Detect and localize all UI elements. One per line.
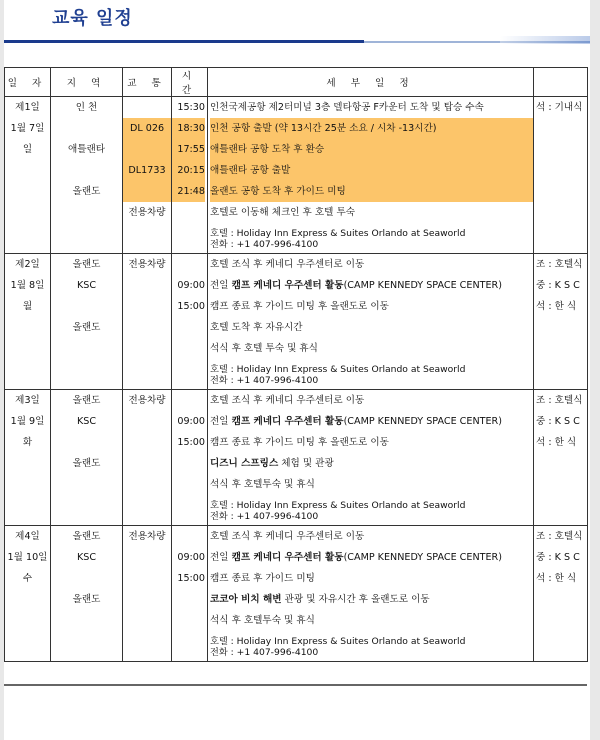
meal-cell: [534, 526, 588, 662]
time-label: 09:00: [177, 552, 205, 563]
header-day: 일 자: [5, 68, 51, 97]
header-meal: [534, 68, 588, 97]
header-row: [5, 68, 588, 97]
hotel-info: [210, 223, 533, 253]
hotel-name: 호텔 : Holiday Inn Express & Suites Orlando at Seaworld: [210, 228, 466, 239]
detail-text: 애틀랜타 공항 도착 후 환승: [210, 139, 533, 160]
detail-text: 호텔 조식 후 케네디 우주센터로 이동: [210, 259, 365, 270]
time-label: 15:00: [177, 573, 205, 584]
transport-label: [123, 97, 171, 118]
time-label: 15:00: [177, 437, 205, 448]
meal-label: 중 : K S C: [536, 280, 580, 291]
region-label: 올랜도: [72, 458, 101, 469]
time-label: 09:00: [177, 416, 205, 427]
detail-text: 디즈니 스프링스 체험 및 관광: [210, 458, 334, 469]
hotel-phone: 전화 : +1 407-996-4100: [210, 239, 319, 250]
day-date: 1월 10일: [7, 552, 48, 563]
meal-cell: [534, 390, 588, 526]
transport-label: 전용차량: [128, 207, 166, 218]
time-cell: [172, 97, 208, 254]
day-weekday: 일: [22, 144, 33, 155]
region-label: [51, 474, 122, 495]
day-number: 제4일: [15, 531, 40, 542]
transport-label: DL1733: [123, 160, 171, 181]
meal-label: 중 : K S C: [536, 552, 580, 563]
region-label: [51, 202, 122, 223]
hotel-info: [210, 359, 533, 389]
table-row: [5, 390, 588, 526]
region-label: 올랜도: [72, 322, 101, 333]
time-label: [172, 589, 205, 610]
region-label: [51, 160, 122, 181]
region-label: [51, 610, 122, 631]
time-label: [172, 202, 205, 223]
region-label: KSC: [76, 280, 97, 291]
time-label: [172, 453, 205, 474]
time-label: [172, 390, 205, 411]
region-label: 올랜도: [72, 395, 101, 406]
detail-cell: [208, 254, 534, 390]
header-transport: 교 통: [123, 68, 172, 97]
day-weekday: 수: [22, 573, 33, 584]
region-cell: [51, 390, 123, 526]
region-label: KSC: [76, 416, 97, 427]
day-number: 제1일: [15, 102, 40, 113]
region-label: 올랜도: [72, 259, 101, 270]
table-row: [5, 254, 588, 390]
meal-cell: [534, 97, 588, 254]
time-label: 18:30: [172, 118, 205, 139]
right-margin: [590, 0, 600, 740]
detail-text: 캠프 종료 후 가이드 미팅 후 올랜도로 이동: [210, 301, 389, 312]
time-cell: [172, 390, 208, 526]
day-weekday: 화: [22, 437, 33, 448]
detail-text: 호텔 조식 후 케네디 우주센터로 이동: [210, 395, 365, 406]
title-underline-accent: [500, 36, 590, 44]
detail-text: 전일 캠프 케네디 우주센터 활동(CAMP KENNEDY SPACE CENTER): [210, 416, 502, 427]
meal-label: 석 : 한 식: [536, 301, 577, 312]
meal-label: 석 : 기내식: [536, 102, 583, 113]
transport-label: DL 026: [123, 118, 171, 139]
transport-label: 전용차량: [128, 395, 166, 406]
meal-label: 석 : 한 식: [536, 437, 577, 448]
time-label: [172, 610, 205, 631]
detail-text: 호텔 도착 후 자유시간: [210, 322, 303, 333]
hotel-info: [210, 631, 533, 661]
transport-cell: [123, 254, 172, 390]
meal-label: 조 : 호텔식: [536, 259, 583, 270]
day-date: 1월 7일: [10, 123, 45, 134]
transport-label: [123, 139, 171, 160]
time-label: 21:48: [172, 181, 205, 202]
transport-label: 전용차량: [128, 531, 166, 542]
day-cell: [5, 390, 51, 526]
time-label: [172, 254, 205, 275]
time-label: [172, 317, 205, 338]
hotel-name: 호텔 : Holiday Inn Express & Suites Orlando at Seaworld: [210, 364, 466, 375]
detail-text: 인천국제공항 제2터미널 3층 델타항공 F카운터 도착 및 탑승 수속: [210, 102, 484, 113]
table-row: [5, 97, 588, 254]
hotel-phone: 전화 : +1 407-996-4100: [210, 375, 319, 386]
header-region: 지 역: [51, 68, 123, 97]
schedule-table: [4, 67, 588, 662]
region-label: [51, 568, 122, 589]
detail-text: 코코아 비치 해변 관광 및 자유시간 후 올랜도로 이동: [210, 594, 430, 605]
detail-text: 석식 후 호텔투숙 및 휴식: [210, 615, 315, 626]
region-cell: [51, 254, 123, 390]
time-label: [172, 338, 205, 359]
page-title: 교육 일정: [52, 8, 133, 29]
day-weekday: 월: [22, 301, 33, 312]
detail-text: 전일 캠프 케네디 우주센터 활동(CAMP KENNEDY SPACE CENTER): [210, 552, 502, 563]
detail-text: 올랜도 공항 도착 후 가이드 미팅: [210, 181, 533, 202]
meal-cell: [534, 254, 588, 390]
time-label: [172, 526, 205, 547]
day-cell: [5, 97, 51, 254]
detail-text: 호텔로 이동해 체크인 후 호텔 투숙: [210, 207, 355, 218]
time-label: 15:30: [177, 102, 205, 113]
transport-cell: [123, 97, 172, 254]
region-cell: [51, 97, 123, 254]
hotel-name: 호텔 : Holiday Inn Express & Suites Orlando at Seaworld: [210, 636, 466, 647]
detail-cell: [208, 97, 534, 254]
detail-cell: [208, 526, 534, 662]
region-label: 애틀랜타: [67, 144, 106, 155]
title-underline: [4, 40, 364, 43]
time-cell: [172, 254, 208, 390]
detail-text: 인천 공항 출발 (약 13시간 25분 소요 / 시차 -13시간): [210, 118, 533, 139]
hotel-phone: 전화 : +1 407-996-4100: [210, 511, 319, 522]
meal-label: 조 : 호텔식: [536, 395, 583, 406]
detail-cell: [208, 390, 534, 526]
region-label: 올랜도: [72, 186, 101, 197]
time-cell: [172, 526, 208, 662]
region-label: [51, 432, 122, 453]
detail-text: 캠프 종료 후 가이드 미팅 후 올랜도로 이동: [210, 437, 389, 448]
region-label: [51, 296, 122, 317]
day-date: 1월 9일: [10, 416, 45, 427]
day-number: 제3일: [15, 395, 40, 406]
time-label: 09:00: [177, 280, 205, 291]
meal-label: 조 : 호텔식: [536, 531, 583, 542]
region-label: 인 천: [75, 102, 98, 113]
transport-cell: [123, 526, 172, 662]
day-cell: [5, 254, 51, 390]
header-detail: 세 부 일 정: [208, 68, 534, 97]
time-label: 17:55: [172, 139, 205, 160]
detail-text: 애틀랜타 공항 출발: [210, 160, 533, 181]
day-date: 1월 8일: [10, 280, 45, 291]
transport-label: 전용차량: [128, 259, 166, 270]
region-label: 올랜도: [72, 594, 101, 605]
hotel-phone: 전화 : +1 407-996-4100: [210, 647, 319, 658]
detail-text: 석식 후 호텔투숙 및 휴식: [210, 479, 315, 490]
detail-text: 호텔 조식 후 케네디 우주센터로 이동: [210, 531, 365, 542]
bottom-border: [4, 684, 587, 686]
region-cell: [51, 526, 123, 662]
region-label: [51, 338, 122, 359]
meal-label: 석 : 한 식: [536, 573, 577, 584]
time-label: 15:00: [177, 301, 205, 312]
region-label: 올랜도: [72, 531, 101, 542]
day-number: 제2일: [15, 259, 40, 270]
time-label: [172, 474, 205, 495]
region-label: [51, 118, 122, 139]
detail-text: 전일 캠프 케네디 우주센터 활동(CAMP KENNEDY SPACE CENTER): [210, 280, 502, 291]
transport-cell: [123, 390, 172, 526]
hotel-name: 호텔 : Holiday Inn Express & Suites Orlando at Seaworld: [210, 500, 466, 511]
header-time: 시 간: [172, 68, 208, 97]
day-cell: [5, 526, 51, 662]
hotel-info: [210, 495, 533, 525]
table-row: [5, 526, 588, 662]
region-label: KSC: [76, 552, 97, 563]
detail-text: 석식 후 호텔 투숙 및 휴식: [210, 343, 318, 354]
meal-label: 중 : K S C: [536, 416, 580, 427]
transport-label: [123, 181, 171, 202]
time-label: 20:15: [172, 160, 205, 181]
detail-text: 캠프 종료 후 가이드 미팅: [210, 573, 315, 584]
